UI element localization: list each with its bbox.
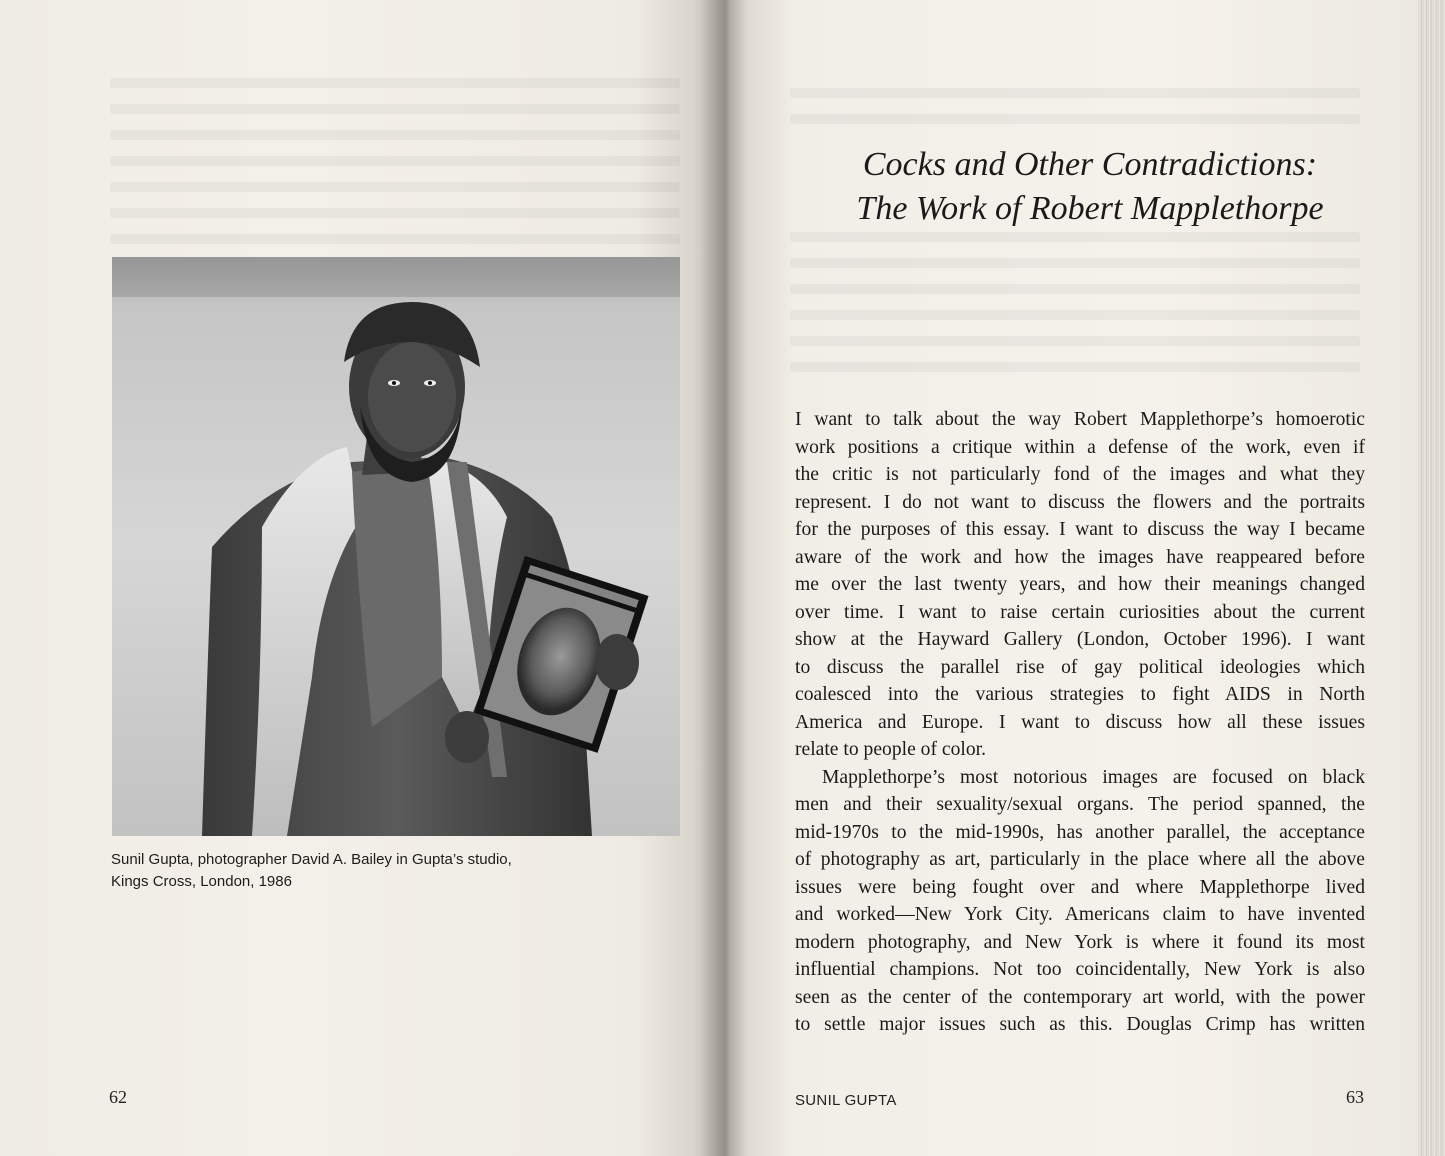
caption-line: Sunil Gupta, photographer David A. Bailey in Gupta’s studio,	[111, 851, 512, 868]
chapter-title	[780, 143, 1400, 231]
text-line: to discuss the parallel rise of gay political ideologies which	[795, 656, 1365, 678]
text-line: work positions a critique within a defense of the work, even if	[795, 436, 1365, 458]
text-line: Mapplethorpe’s most notorious images are focused on black	[822, 766, 1365, 788]
show-through	[790, 258, 1360, 268]
text-line: for the purposes of this essay. I want to discuss the way I became	[795, 519, 1365, 540]
show-through	[110, 156, 680, 166]
body-text	[795, 406, 1365, 1039]
text-line: me over the last twenty years, and how their meanings changed	[795, 574, 1365, 595]
show-through	[790, 284, 1360, 294]
text-line: of photography as art, particularly in the place where all the above	[795, 849, 1365, 870]
title-line: The Work of Robert Mapplethorpe	[856, 190, 1324, 227]
text-line: coalesced into the various strategies to fight AIDS in North	[795, 684, 1365, 705]
text-line: relate to people of color.	[795, 739, 986, 760]
text-line: men and their sexuality/sexual organs. The period spanned, the	[795, 794, 1365, 815]
text-line: mid-1970s to the mid-1990s, has another parallel, the acceptance	[795, 821, 1365, 843]
portrait-photo	[112, 257, 680, 836]
show-through	[790, 336, 1360, 346]
show-through	[110, 130, 680, 140]
text-line: and worked—New York City. Americans claim to have invented	[795, 904, 1365, 925]
text-line: aware of the work and how the images have reappeared before	[795, 546, 1365, 568]
page-number-right: 63	[1346, 1087, 1364, 1107]
text-line: to settle major issues such as this. Douglas Crimp has written	[795, 1014, 1365, 1035]
show-through	[790, 232, 1360, 242]
text-line: America and Europe. I want to discuss how all these issues	[795, 711, 1365, 733]
show-through	[790, 88, 1360, 98]
text-line: modern photography, and New York is where it found its most	[795, 931, 1365, 953]
left-page	[0, 0, 722, 1156]
title-line: Cocks and Other Contradictions:	[862, 146, 1318, 183]
page-number-left: 62	[109, 1087, 127, 1107]
text-line: over time. I want to raise certain curiosities about the current	[795, 601, 1365, 623]
text-line: influential champions. Not too coincidentally, New York is also	[795, 959, 1365, 980]
show-through	[110, 78, 680, 88]
text-line: the critic is not particularly fond of the images and what they	[795, 464, 1365, 485]
show-through	[790, 310, 1360, 320]
text-line: issues were being fought over and where Mapplethorpe lived	[795, 876, 1365, 898]
page-edges	[1418, 0, 1445, 1156]
text-line: represent. I do not want to discuss the flowers and the portraits	[795, 491, 1365, 513]
show-through	[110, 182, 680, 192]
running-head: SUNIL GUPTA	[795, 1092, 897, 1109]
show-through	[110, 234, 680, 244]
show-through	[110, 104, 680, 114]
text-line: I want to talk about the way Robert Mapplethorpe’s homoerotic	[795, 409, 1365, 430]
photo-caption	[111, 849, 551, 893]
text-line: seen as the center of the contemporary art world, with the power	[795, 986, 1365, 1008]
caption-line: Kings Cross, London, 1986	[111, 873, 292, 890]
show-through	[790, 362, 1360, 372]
text-line: show at the Hayward Gallery (London, October 1996). I want	[795, 629, 1365, 650]
show-through	[790, 114, 1360, 124]
show-through	[110, 208, 680, 218]
